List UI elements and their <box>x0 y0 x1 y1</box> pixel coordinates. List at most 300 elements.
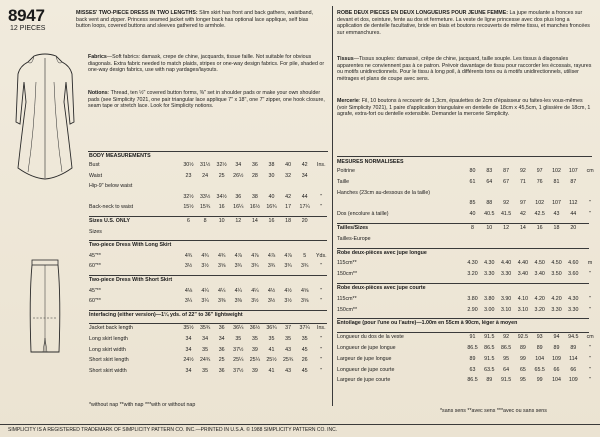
row-unit: " <box>320 298 323 305</box>
row-value: 25½ <box>266 357 277 364</box>
row-value: 24 <box>202 172 209 179</box>
row-value: 91 <box>469 334 476 341</box>
bottom-rule <box>0 424 600 425</box>
row-value: 36 <box>218 367 225 374</box>
row-value: 17¼ <box>299 204 310 211</box>
row-value: 92.5 <box>517 334 529 341</box>
row-value: 83 <box>486 168 493 174</box>
row-value: 32½ <box>183 193 194 200</box>
row-value: 65 <box>519 366 526 373</box>
row-value: 3.20 <box>534 306 545 313</box>
row-value: 33½ <box>199 193 211 200</box>
row-value: 104 <box>535 355 545 362</box>
row-value: 40.5 <box>484 211 495 218</box>
english-description <box>76 10 316 30</box>
row-value: 3.50 <box>551 271 562 278</box>
row-value: 24¾ <box>199 357 211 364</box>
row-value: 3⅜ <box>234 298 242 305</box>
row-unit: " <box>320 204 323 211</box>
row-unit: Ins. <box>317 162 326 168</box>
row-value: 24½ <box>183 357 194 364</box>
row-value: 99 <box>536 377 543 384</box>
row-label: Bust <box>89 162 100 168</box>
row-value: 3.40 <box>534 271 545 278</box>
row-unit: " <box>589 377 592 384</box>
row-unit: m <box>587 260 593 267</box>
row-value: 86.5 <box>500 345 512 351</box>
row-value: 37½ <box>233 346 244 353</box>
row-value: 36 <box>251 162 258 168</box>
row-value: 42.5 <box>534 211 545 218</box>
row-label: Short skirt length <box>89 357 129 364</box>
row-label: 45"** <box>89 287 101 294</box>
table-section-rule <box>337 283 589 284</box>
row-value: 107 <box>552 200 561 207</box>
row-value: 85 <box>469 200 476 207</box>
row-value: 4½ <box>284 287 292 294</box>
row-unit: " <box>320 193 323 200</box>
notions-fr-text: : Fil, 10 boutons à recouvrir de 1,3cm, épaulettes de 2cm d'épaisseur ou faites-les vous-mêmes (voir Simplicity 7021), 1 paire d'application triangulaire en dentelle de 18cm x 45,5cm, 1 glissière de 18cm, 1 agrafe, extra-fort ou dentelle extensible. Demander la mercerie Simplicity. <box>337 98 591 118</box>
row-label: Two-piece Dress With Long Skirt <box>89 242 172 249</box>
row-label: 115cm** <box>337 260 357 267</box>
row-label: Waist <box>89 172 103 179</box>
row-value: 16½ <box>249 204 261 211</box>
row-value: 3¾ <box>251 263 259 270</box>
row-unit: Yds. <box>315 252 327 259</box>
row-value: 44 <box>301 193 308 200</box>
row-label: Long skirt length <box>89 336 128 342</box>
row-value: 66 <box>570 366 577 373</box>
row-value: 10 <box>218 218 225 224</box>
row-value: 25 <box>218 172 225 179</box>
row-value: 4½ <box>267 287 276 294</box>
row-value: 4.40 <box>500 260 512 267</box>
row-value: 71 <box>519 178 526 185</box>
jacket-back-sketch <box>14 52 76 182</box>
row-value: 34 <box>218 336 225 342</box>
row-value: 64 <box>486 178 493 185</box>
row-value: 4¾ <box>218 252 226 259</box>
row-value: 8 <box>203 218 207 224</box>
row-value: 63 <box>469 366 476 373</box>
row-value: 16¼ <box>233 204 244 211</box>
row-label: Hip-9" below waist <box>89 183 133 190</box>
row-value: 35 <box>268 336 275 342</box>
row-label: 45"** <box>89 252 101 259</box>
row-value: 3⅝ <box>218 263 226 270</box>
french-title: ROBE DEUX PIECES EN DEUX LONGUEURS POUR JEUNE FEMME: <box>337 10 508 16</box>
row-value: 38 <box>268 162 275 168</box>
row-unit: " <box>320 263 323 270</box>
row-value: 89 <box>486 377 493 384</box>
center-divider <box>332 6 333 406</box>
row-label: Long skirt width <box>89 346 126 353</box>
notions-en-label: Notions <box>88 90 108 96</box>
row-value: 99 <box>519 355 526 362</box>
row-value: 25 <box>218 357 225 364</box>
row-value: 20 <box>301 218 308 224</box>
row-value: 3.40 <box>517 271 529 278</box>
row-label: 60"** <box>89 263 101 270</box>
row-value: 92 <box>503 334 510 341</box>
row-value: 3¼ <box>201 298 209 305</box>
row-value: 4¼ <box>201 287 209 294</box>
row-value: 89 <box>553 345 560 351</box>
row-value: 25¼ <box>233 357 244 364</box>
fr-footnote: *sans sens **avec sens ***avec ou sans sens <box>440 408 547 414</box>
row-value: 3.00 <box>484 306 495 313</box>
row-label: Dos (encolure à taille) <box>337 211 389 218</box>
row-value: 61 <box>469 178 476 185</box>
row-value: 4.30 <box>568 295 579 302</box>
row-value: 25¼ <box>249 357 261 364</box>
row-value: 35 <box>235 336 242 342</box>
row-value: 37 <box>285 325 292 332</box>
row-value: 41 <box>268 367 275 374</box>
row-label: Tailles/Sizes <box>337 225 369 231</box>
row-value: 30 <box>268 172 275 179</box>
row-value: 92 <box>503 200 510 207</box>
row-value: 3.10 <box>517 306 529 313</box>
en-table-top-rule <box>88 151 328 152</box>
row-unit: cm <box>586 168 594 174</box>
row-value: 26½ <box>233 172 244 179</box>
row-value: 35 <box>202 346 209 353</box>
notions-fr <box>337 98 592 118</box>
row-value: 34 <box>185 346 192 353</box>
row-value: 3½ <box>201 263 209 270</box>
row-label: Largeur de jupe courte <box>337 377 391 384</box>
row-unit: " <box>589 306 592 313</box>
row-value: 10 <box>486 225 493 231</box>
row-value: 3.90 <box>500 295 512 302</box>
row-value: 16 <box>536 225 543 231</box>
row-value: 17 <box>285 204 292 211</box>
row-value: 4¾ <box>201 252 209 259</box>
row-label: 150cm** <box>337 306 358 313</box>
row-label: Poitrine <box>337 168 355 174</box>
row-unit: " <box>320 357 323 364</box>
row-value: 38 <box>251 193 258 200</box>
row-value: 16 <box>218 204 225 211</box>
row-value: 112 <box>569 200 578 207</box>
row-value: 4.10 <box>517 295 529 302</box>
row-value: 4.50 <box>551 260 562 267</box>
notions-en-text: : Thread, ten ½" covered button forms, ⅜" set in shoulder pads or make your own shoulder pads (see Simplicity 7021, one pair triangular lace applique 7" x 18", one 7" zipper, one hook closure, seam tape or stretch lace. Look for Simplicity notions. <box>88 90 325 110</box>
row-value: 34½ <box>216 193 227 200</box>
row-label: Entoilage (pour l'une ou l'autre)—1.00m en 55cm à 90cm, léger à moyen <box>337 320 518 327</box>
row-value: 3.80 <box>467 295 478 302</box>
row-value: 30½ <box>183 162 194 168</box>
row-unit: " <box>589 345 592 351</box>
row-value: 97 <box>519 200 526 207</box>
row-value: 35½ <box>183 325 194 332</box>
row-value: 63.5 <box>484 366 495 373</box>
row-label: Longueur de jupe longue <box>337 345 396 351</box>
row-value: 40 <box>469 211 476 218</box>
trademark-line: SIMPLICITY IS A REGISTERED TRADEMARK OF SIMPLICITY PATTERN CO. INC.—PRINTED IN U.S.A. © 1988 SIMPLICITY PATTERN CO. INC. <box>8 427 338 433</box>
english-desc-text: Slim skirt has front and back gathers, waistband, back vent and zipper. Princess seamed jacket with longer back has optional lace applique, self bias button loops, covered buttons and sleeves gathered to armhole. <box>76 10 314 30</box>
en-footnote: *without nap **with nap ***with or without nap <box>89 402 196 408</box>
row-value: 109 <box>568 377 578 384</box>
row-value: 95 <box>503 355 510 362</box>
french-description <box>337 10 592 36</box>
row-label: Robe deux-pièces avec jupe longue <box>337 249 427 256</box>
row-value: 3¾ <box>267 263 276 270</box>
notions-fr-label: Mercerie <box>337 98 359 104</box>
table-section-rule <box>89 323 327 324</box>
row-value: 67 <box>503 178 510 185</box>
row-value: 16 <box>268 218 275 224</box>
row-value: 3.30 <box>484 271 495 278</box>
row-label: Longueur de jupe courte <box>337 366 395 373</box>
row-value: 36¼ <box>233 325 244 332</box>
row-unit: " <box>320 346 323 353</box>
row-value: 14 <box>519 225 526 231</box>
row-value: 3¾ <box>301 263 309 270</box>
row-label: 60"** <box>89 298 101 305</box>
row-value: 43 <box>553 211 560 218</box>
row-value: 45 <box>301 367 308 374</box>
row-value: 12 <box>503 225 510 231</box>
row-value: 43 <box>285 367 292 374</box>
row-value: 8 <box>471 225 474 231</box>
row-value: 91.5 <box>484 334 495 341</box>
row-value: 37½ <box>233 367 244 374</box>
row-value: 3⅜ <box>218 298 226 305</box>
row-label: Taille <box>337 178 350 185</box>
row-value: 89 <box>519 345 526 351</box>
row-value: 40 <box>268 193 275 200</box>
row-value: 92 <box>519 168 526 174</box>
row-value: 45 <box>301 346 308 353</box>
row-value: 44 <box>570 211 577 218</box>
notions-en <box>88 90 328 110</box>
fabrics-fr-label: Tissus <box>337 56 354 62</box>
row-value: 81 <box>553 178 560 185</box>
row-value: 93 <box>536 334 543 341</box>
row-value: 3.30 <box>551 306 562 313</box>
en-table-title: BODY MEASUREMENTS <box>89 153 151 159</box>
row-label: Jacket back length <box>89 325 133 332</box>
row-value: 66 <box>553 366 560 373</box>
row-value: 4¼ <box>218 287 226 294</box>
row-value: 34 <box>301 172 308 179</box>
row-value: 35¾ <box>199 325 211 332</box>
row-value: 102 <box>535 200 545 207</box>
row-value: 4.40 <box>517 260 529 267</box>
row-value: 3.30 <box>500 271 512 278</box>
row-value: 3⅝ <box>301 298 309 305</box>
row-value: 107 <box>568 168 578 174</box>
row-label: Largeur de jupe longue <box>337 355 392 362</box>
row-label: Robe deux-pièces avec jupe courte <box>337 285 426 291</box>
row-label: Short skirt width <box>89 367 127 374</box>
row-value: 3.10 <box>500 306 512 313</box>
row-unit: Ins. <box>317 325 326 332</box>
row-value: 4⅞ <box>251 252 259 259</box>
row-label: Hanches (23cm au-dessous de la taille) <box>337 189 431 196</box>
row-label: Sizes U.S. ONLY <box>89 218 131 224</box>
row-label: Back-neck to waist <box>89 204 134 211</box>
row-value: 65.5 <box>534 366 545 373</box>
row-value: 4⅞ <box>284 252 292 259</box>
row-unit: cm <box>586 334 594 341</box>
french-desc-text: La jupe moulante a fronces sur devant et dos, ceinture, fente au dos et fermeture. La veste de ligne princesse avec dos plus long a application de dentelle facultative, bride en biais et boutons recouverts de même tissu, et manches froncées sur emmanchures. <box>337 10 590 36</box>
fr-table-top-rule <box>337 156 592 157</box>
row-value: 4⅝ <box>301 287 309 294</box>
row-value: 3.80 <box>484 295 495 302</box>
row-value: 39 <box>251 367 258 374</box>
skirt-sketch <box>28 258 62 356</box>
row-value: 4¼ <box>251 287 259 294</box>
row-value: 3¼ <box>184 298 193 305</box>
row-value: 102 <box>552 168 561 174</box>
fabrics-fr-text: —Tissus souples: damassé, crêpe de chine, jacquard, taille souple. Les tissus à diagonales apparentes ne conviennent pas à ce patron. Prévoir davantage de tissu pour raccorder les écossais, rayures ou motifs unidirectionnels. Pour le tissu à long poil, à différents tons ou à motifs unidirectionnels, utiliser métrages et plans de coupe avec sens. <box>337 56 592 82</box>
row-value: 16¾ <box>266 204 277 211</box>
table-section-rule <box>89 310 327 311</box>
row-value: 40 <box>285 162 292 168</box>
row-value: 35 <box>285 336 292 342</box>
row-value: 86.5 <box>467 377 478 384</box>
row-value: 86.5 <box>484 345 495 351</box>
row-value: 94.5 <box>568 334 579 341</box>
row-value: 35 <box>202 367 209 374</box>
row-value: 12 <box>235 218 242 224</box>
row-value: 94 <box>553 334 560 341</box>
row-value: 3½ <box>267 298 276 305</box>
row-value: 36½ <box>249 325 261 332</box>
row-value: 95 <box>519 377 526 384</box>
row-label: Sizes <box>89 228 102 235</box>
row-value: 2.90 <box>467 306 478 313</box>
row-value: 34 <box>185 336 192 342</box>
fabrics-en-label: Fabrics <box>88 54 107 60</box>
row-value: 42 <box>301 162 308 168</box>
row-unit: " <box>589 366 592 373</box>
pattern-number: 8947 <box>8 6 45 25</box>
row-value: 3.20 <box>467 271 478 278</box>
row-value: 86.5 <box>467 345 478 351</box>
row-value: 36 <box>235 193 242 200</box>
fabrics-en-text: —Soft fabrics: damask, crepe de chine, jacquards, tissue faille. Not suitable for obvious diagonals. Extra fabric needed to match plaids, stripes or one-way design fabrics. For pile, shaded or one-way design fabrics, use with nap yardages/layouts. <box>88 54 325 74</box>
row-label: Interfacing (either version)—1¼ yds. of 22" to 36" lightweight <box>89 311 243 318</box>
row-value: 4⅛ <box>184 287 193 294</box>
fr-table-title: MESURES NORMALISEES <box>337 159 404 165</box>
row-value: 35 <box>301 336 308 342</box>
row-unit: " <box>589 355 592 362</box>
row-value: 31½ <box>199 162 211 168</box>
row-value: 3½ <box>284 298 292 305</box>
table-section-rule <box>337 332 589 333</box>
row-value: 87 <box>570 178 577 185</box>
row-unit: " <box>320 367 323 374</box>
row-value: 26 <box>301 357 308 364</box>
row-value: 88 <box>486 200 493 207</box>
row-value: 25¾ <box>282 357 294 364</box>
row-value: 4.30 <box>467 260 478 267</box>
row-label: 150cm** <box>337 271 358 278</box>
row-value: 5 <box>303 252 307 259</box>
row-value: 28 <box>251 172 258 179</box>
row-label: Tailles-Europe <box>337 235 371 242</box>
fr-measurement-table <box>337 168 592 393</box>
table-section-rule <box>89 275 327 276</box>
table-section-rule <box>337 248 589 249</box>
row-value: 91.5 <box>500 377 512 384</box>
row-value: 4.20 <box>534 295 545 302</box>
row-value: 34 <box>202 336 209 342</box>
row-value: 18 <box>553 225 560 231</box>
table-section-rule <box>89 240 327 241</box>
row-value: 41 <box>268 346 275 353</box>
row-value: 4⅞ <box>267 252 276 259</box>
row-value: 3½ <box>251 298 259 305</box>
row-value: 80 <box>469 168 476 174</box>
row-unit: " <box>589 271 592 278</box>
row-label: 115cm** <box>337 295 357 302</box>
row-unit: " <box>589 211 592 218</box>
row-value: 34 <box>235 162 242 168</box>
row-value: 4⅞ <box>234 252 242 259</box>
row-value: 43 <box>285 346 292 353</box>
row-value: 76 <box>536 178 543 185</box>
row-value: 3¾ <box>284 263 292 270</box>
row-label: Longueur du dos de la veste <box>337 334 404 341</box>
row-value: 89 <box>570 345 577 351</box>
row-value: 104 <box>552 377 561 384</box>
table-section-rule <box>337 223 589 224</box>
row-value: 89 <box>469 355 476 362</box>
row-value: 42 <box>519 211 526 218</box>
row-value: 4.60 <box>568 260 579 267</box>
row-unit: " <box>320 287 323 294</box>
row-value: 36 <box>218 346 225 353</box>
row-value: 3.30 <box>568 306 579 313</box>
row-value: 41.5 <box>500 211 512 218</box>
row-value: 109 <box>552 355 561 362</box>
row-value: 97 <box>536 168 543 174</box>
row-value: 91.5 <box>484 355 495 362</box>
fabrics-fr <box>337 56 592 82</box>
row-unit: " <box>320 336 323 342</box>
row-value: 15¾ <box>199 204 211 211</box>
row-unit: " <box>589 295 592 302</box>
row-value: 42 <box>285 193 292 200</box>
row-value: 37¼ <box>299 325 310 332</box>
row-value: 32 <box>285 172 292 179</box>
row-value: 4¼ <box>234 287 242 294</box>
row-value: 35 <box>251 336 258 342</box>
row-value: 64 <box>503 366 510 373</box>
row-value: 3.60 <box>568 271 579 278</box>
row-unit: " <box>589 200 592 207</box>
row-value: 32½ <box>216 162 227 168</box>
row-value: 87 <box>503 168 510 174</box>
row-value: 89 <box>536 345 543 351</box>
row-value: 20 <box>570 225 577 231</box>
row-value: 4.50 <box>534 260 545 267</box>
row-value: 36 <box>218 325 225 332</box>
row-value: 15½ <box>183 204 194 211</box>
row-value: 3¾ <box>234 263 242 270</box>
row-value: 6 <box>187 218 190 224</box>
row-value: 34 <box>185 367 192 374</box>
row-value: 18 <box>285 218 292 224</box>
table-section-rule <box>337 318 589 319</box>
row-value: 14 <box>251 218 258 224</box>
fabrics-en <box>88 54 328 74</box>
